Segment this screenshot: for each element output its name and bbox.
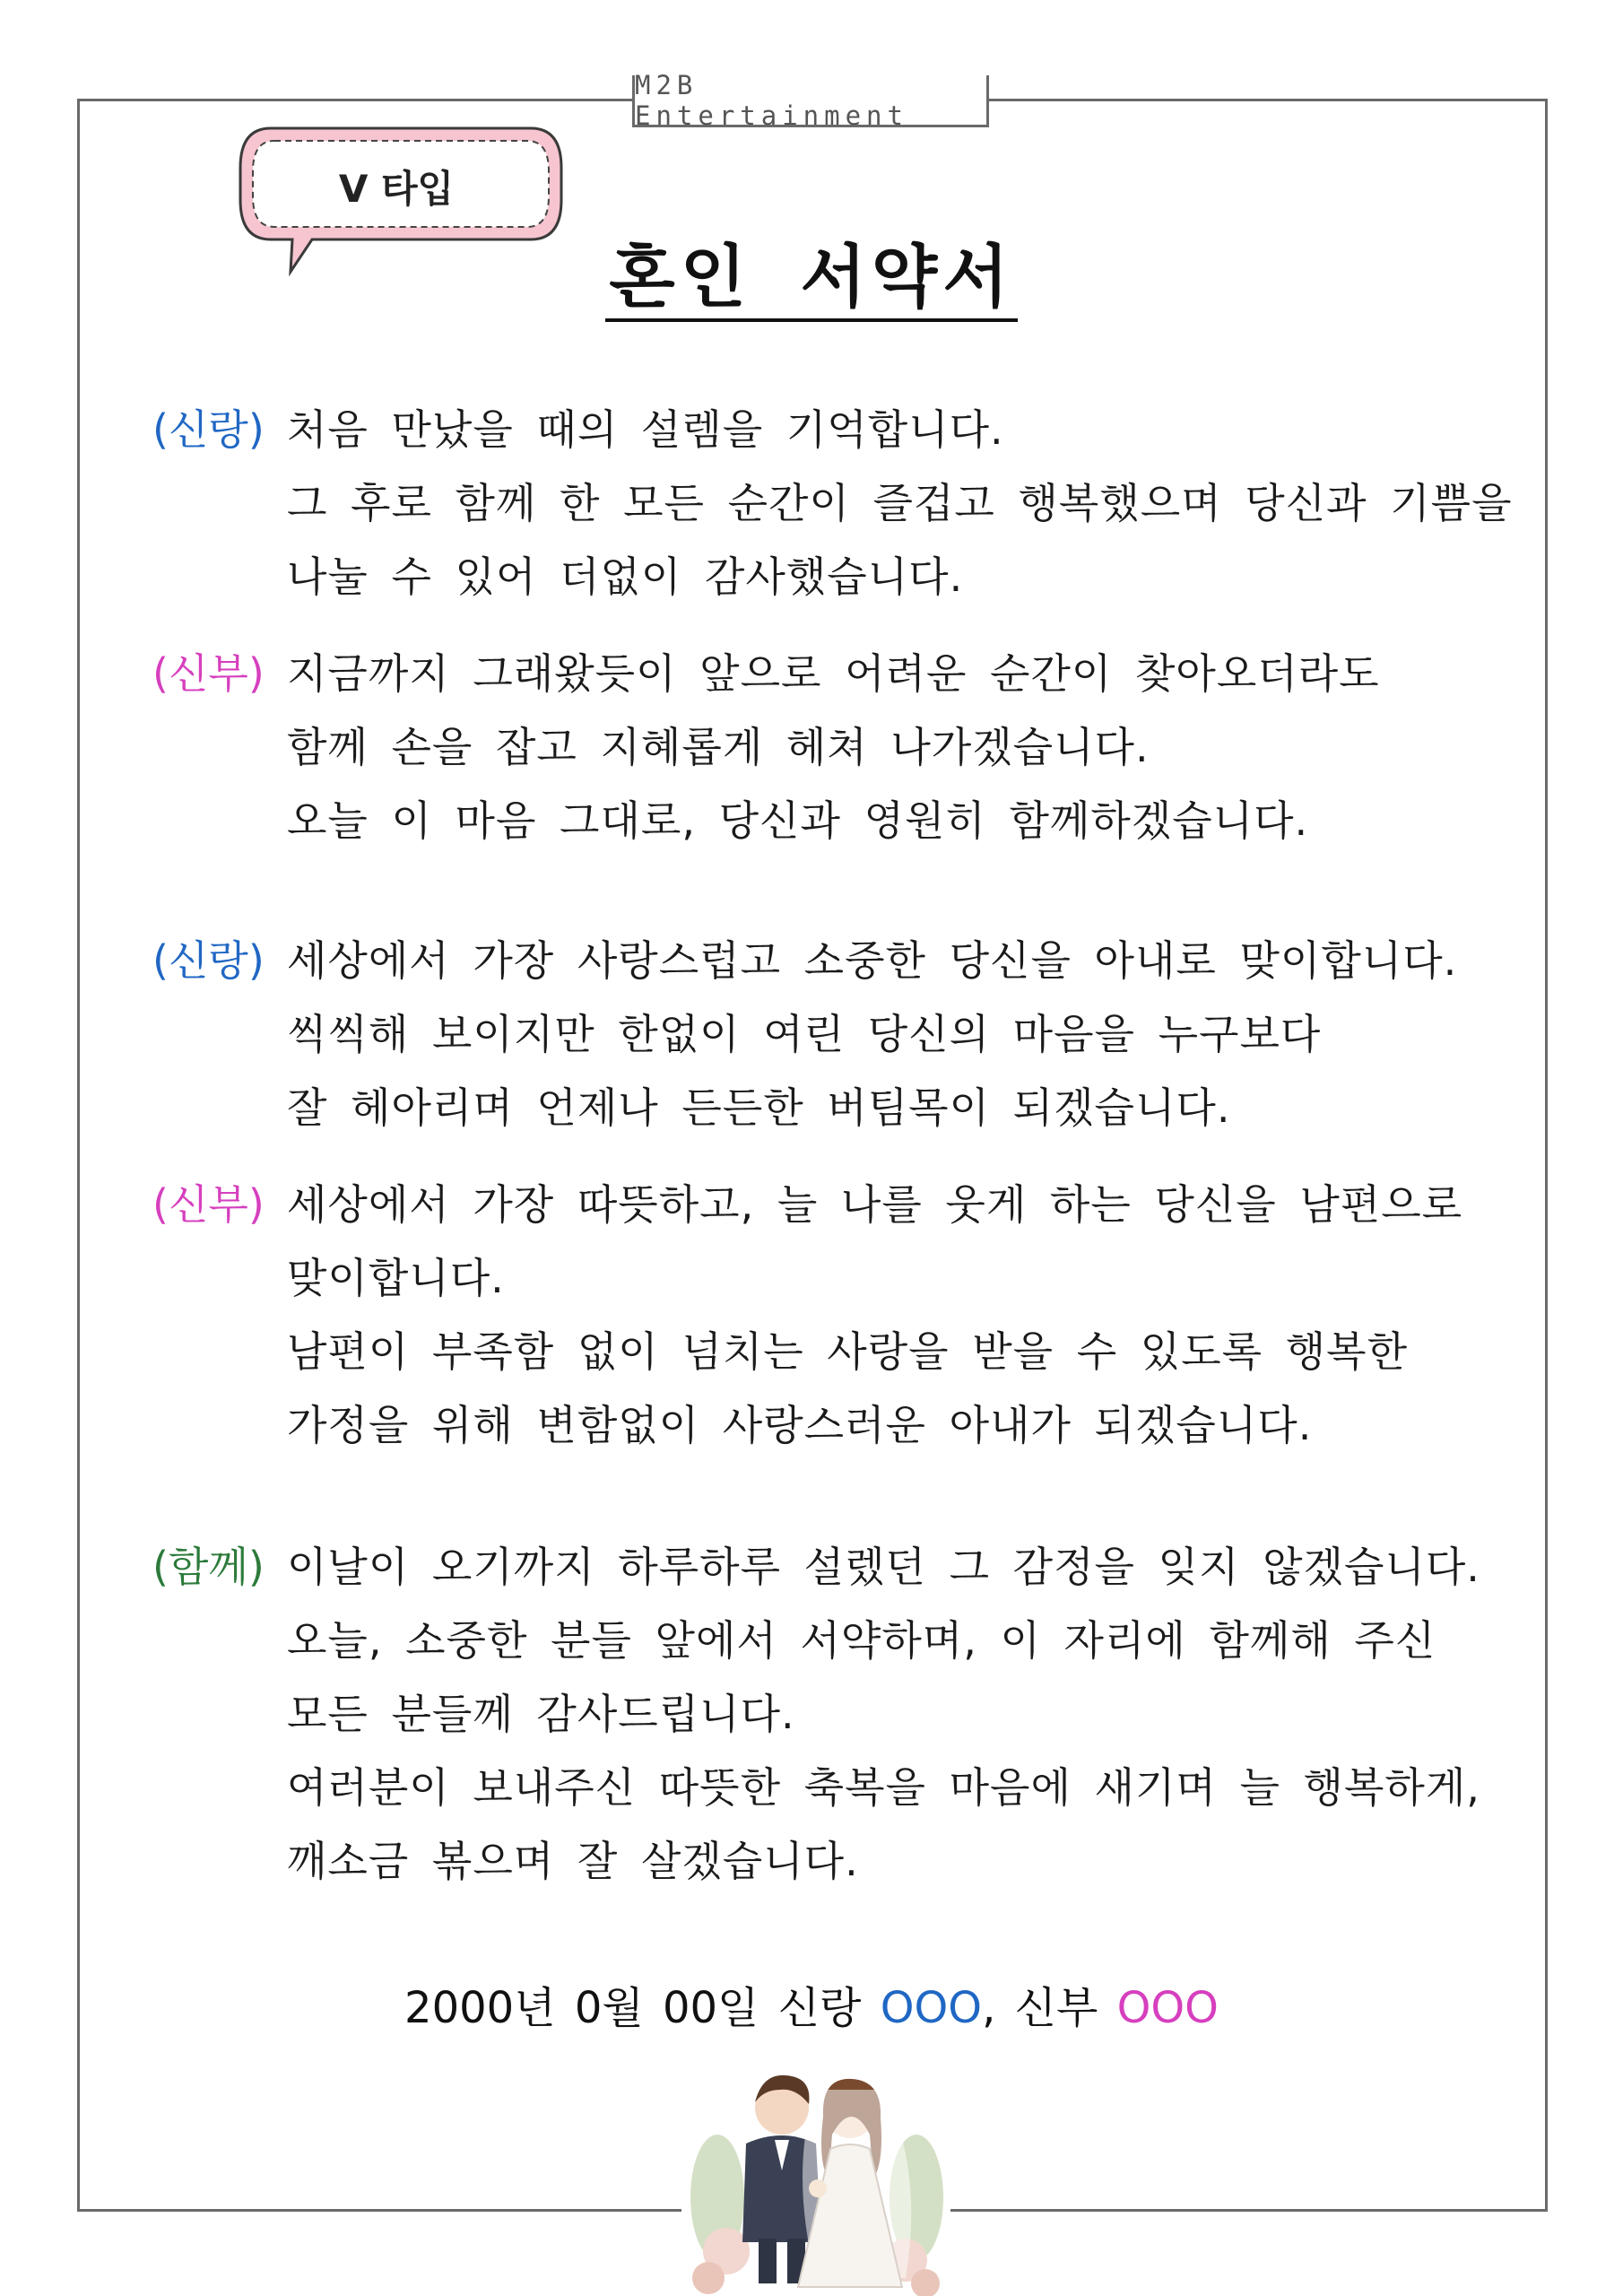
- groom-name: OOO: [880, 1983, 983, 2033]
- speaker-label: (신부): [152, 649, 265, 698]
- vow-block: [152, 637, 1480, 857]
- vow-line: 여러분이 보내주신 따뜻한 축복을 마음에 새기며 늘 행복하게,: [287, 1763, 1480, 1812]
- speaker-label: (신부): [152, 1180, 265, 1229]
- bride-label: 신부: [1014, 1983, 1098, 2033]
- vow-line: 맞이합니다.: [287, 1254, 505, 1302]
- page-title: 혼인 서약서: [0, 222, 1623, 320]
- vow-line: 오늘, 소중한 분들 앞에서 서약하며, 이 자리에 함께해 주신: [287, 1616, 1436, 1665]
- speaker-label: (신랑): [152, 936, 265, 985]
- vow-line: 모든 분들께 감사드립니다.: [287, 1690, 795, 1738]
- vow-line: 이날이 오기까지 하루하루 설렜던 그 감정을 잊지 않겠습니다.: [287, 1543, 1480, 1591]
- wedding-couple-illustration-icon: [681, 2063, 950, 2296]
- brand-tab: M2B Entertainment: [632, 75, 989, 127]
- groom-label: 신랑: [777, 1983, 862, 2033]
- signature-date: 2000년 0월 00일: [404, 1983, 759, 2033]
- vow-block: [152, 924, 1480, 1144]
- vow-line: 나눌 수 있어 더없이 감사했습니다.: [287, 552, 964, 601]
- type-label: V 타입: [338, 167, 455, 211]
- vow-line: 지금까지 그래왔듯이 앞으로 어려운 순간이 찾아오더라도: [287, 649, 1380, 698]
- vow-line: 세상에서 가장 사랑스럽고 소중한 당신을 아내로 맞이합니다.: [287, 936, 1458, 985]
- vow-block: [152, 393, 1513, 613]
- signature-line: [0, 1973, 1623, 2035]
- vow-line: 남편이 부족함 없이 넘치는 사랑을 받을 수 있도록 행복한: [287, 1327, 1409, 1376]
- vow-line: 그 후로 함께 한 모든 순간이 즐겁고 행복했으며 당신과 기쁨을: [287, 479, 1513, 527]
- vow-line: 깨소금 볶으며 잘 살겠습니다.: [287, 1837, 859, 1885]
- vow-line: 처음 만났을 때의 설렘을 기억합니다.: [287, 405, 1004, 454]
- signature-separator: ,: [982, 1983, 996, 2033]
- vow-block: [152, 1530, 1480, 1898]
- vow-line: 함께 손을 잡고 지혜롭게 헤쳐 나가겠습니다.: [287, 723, 1150, 771]
- speaker-label: (함께): [152, 1543, 265, 1591]
- speaker-label: (신랑): [152, 405, 265, 454]
- vow-line: 오늘 이 마음 그대로, 당신과 영원히 함께하겠습니다.: [287, 796, 1309, 845]
- vow-block: [152, 1168, 1480, 1462]
- vow-line: 세상에서 가장 따뜻하고, 늘 나를 웃게 하는 당신을 남편으로: [287, 1180, 1463, 1229]
- vow-line: 잘 헤아리며 언제나 든든한 버팀목이 되겠습니다.: [287, 1083, 1231, 1132]
- vow-line: 씩씩해 보이지만 한없이 여린 당신의 마음을 누구보다: [287, 1010, 1322, 1058]
- bride-name: OOO: [1116, 1983, 1219, 2033]
- vow-line: 가정을 위해 변함없이 사랑스러운 아내가 되겠습니다.: [287, 1401, 1313, 1449]
